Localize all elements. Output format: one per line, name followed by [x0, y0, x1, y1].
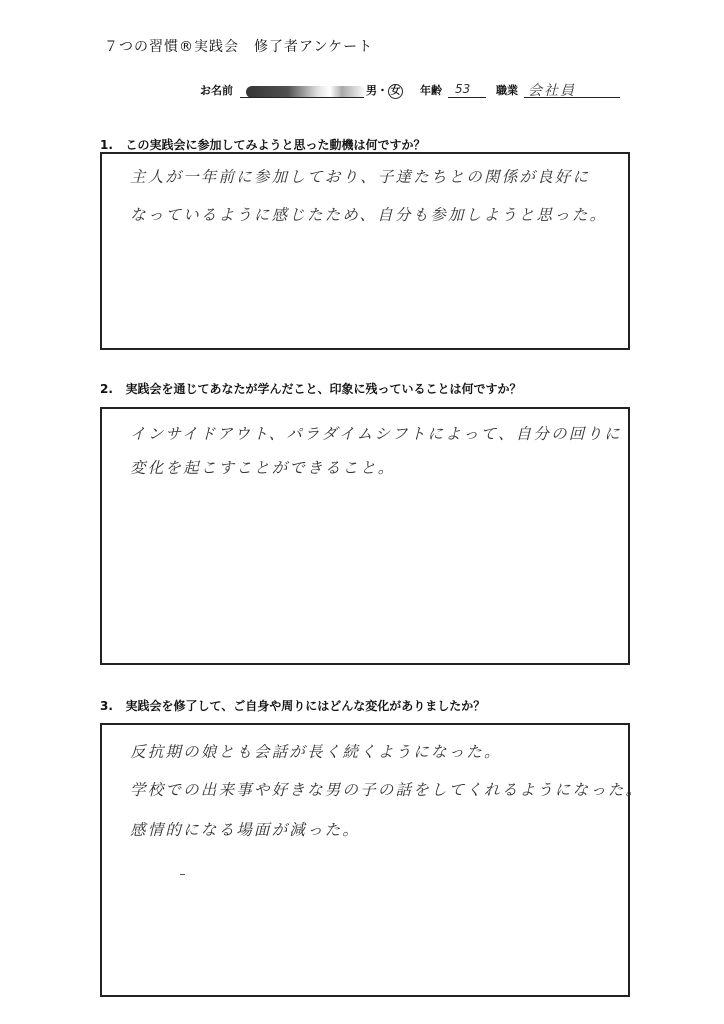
answer-3-line-1: 反抗期の娘とも会話が長く続くようになった。: [130, 743, 502, 761]
answer-3-line-3: 感情的になる場面が減った。: [130, 821, 361, 839]
question-text: 実践会を修了して、ご自身や周りにはどんな変化がありましたか？: [125, 699, 486, 713]
answer-2-line-2: 変化を起こすことができること。: [130, 459, 396, 477]
occupation-label: 職業: [496, 84, 518, 97]
name-underline: [240, 97, 364, 98]
age-value: 53: [455, 82, 471, 96]
question-text: 実践会を通じてあなたが学んだこと、印象に残っていることは何ですか？: [125, 382, 522, 396]
answer-1-line-2: なっているように感じたため、自分も参加しようと思った。: [130, 206, 608, 224]
occupation-value: 会社員: [528, 83, 576, 99]
question-3: [100, 697, 485, 714]
answer-3-line-2: 学校での出来事や好きな男の子の話をしてくれるようになった。: [130, 781, 644, 799]
sex-field: [366, 82, 403, 99]
question-2: [100, 380, 521, 397]
age-label: 年齢: [420, 84, 442, 97]
occupation-underline: [524, 97, 620, 98]
question-number: 1.: [100, 138, 113, 152]
question-text: この実践会に参加してみようと思った動機は何ですか？: [125, 138, 426, 152]
question-1: [100, 136, 425, 153]
question-number: 2.: [100, 382, 113, 396]
question-number: 3.: [100, 699, 113, 713]
answer-box-3: [100, 723, 630, 997]
name-label: お名前: [200, 84, 233, 97]
age-underline: [448, 97, 486, 98]
sex-female-circled: 女: [388, 84, 403, 99]
sex-male-label: 男: [366, 84, 377, 97]
answer-box-2: [100, 407, 630, 665]
sex-separator: ・: [377, 84, 388, 97]
stray-pen-mark: [180, 874, 185, 875]
answer-1-line-1: 主人が一年前に参加しており、子達たちとの関係が良好に: [130, 168, 591, 186]
page-title: ７つの習慣®実践会 修了者アンケート: [104, 39, 374, 55]
answer-2-line-1: インサイドアウト、パラダイムシフトによって、自分の回りに: [130, 425, 622, 443]
